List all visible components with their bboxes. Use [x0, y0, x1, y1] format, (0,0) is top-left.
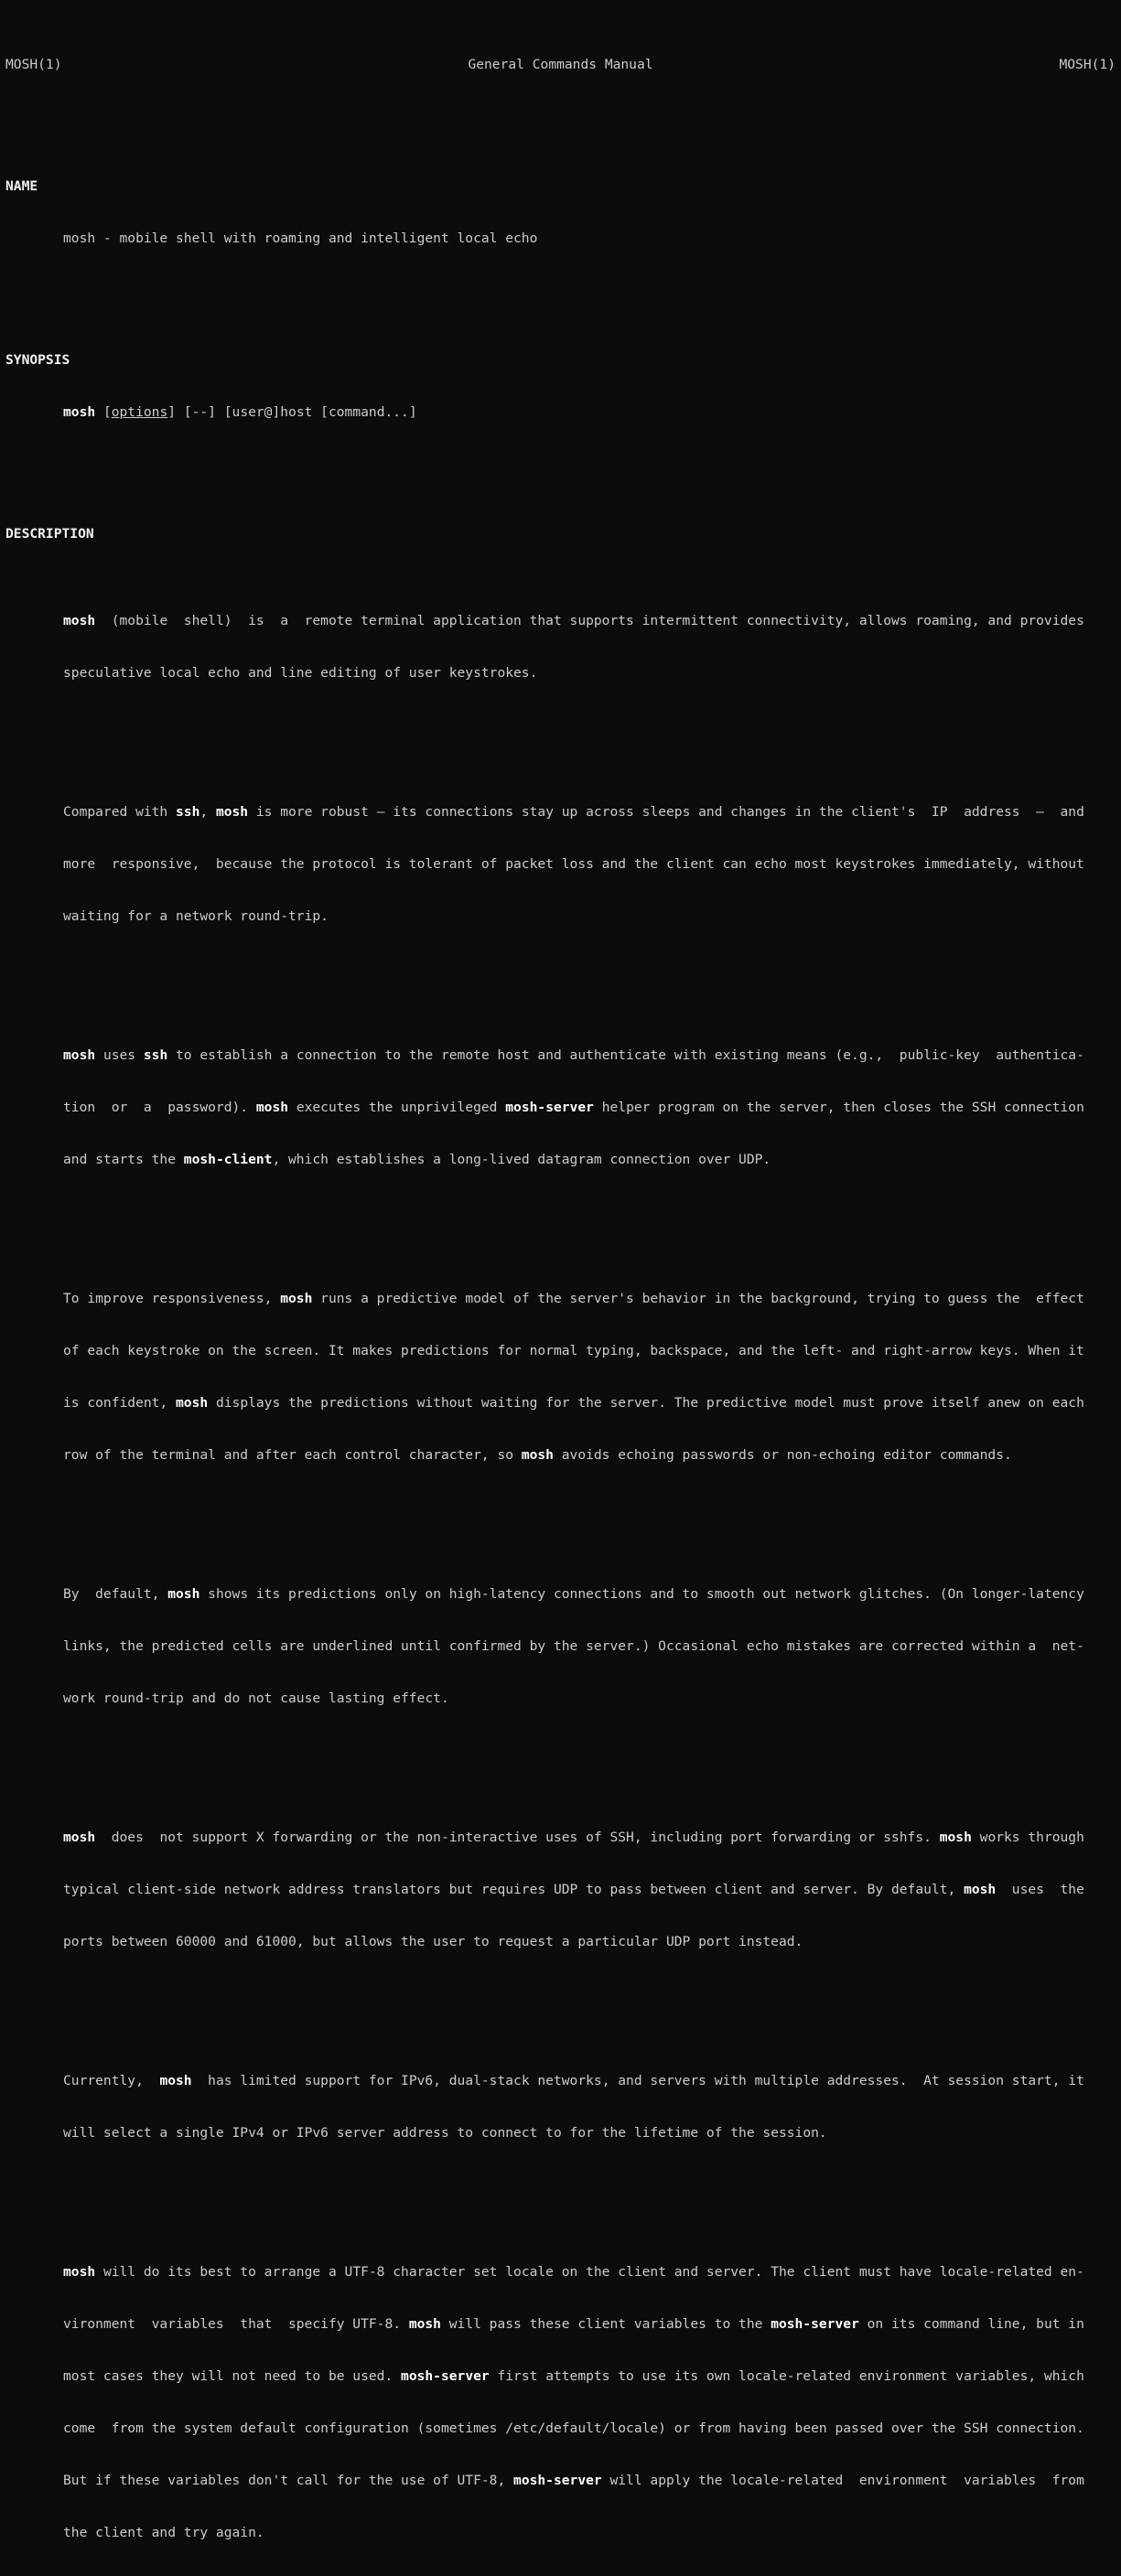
- synopsis-heading: SYNOPSIS: [5, 352, 70, 368]
- header-center: General Commands Manual: [468, 57, 653, 72]
- name-heading: NAME: [5, 178, 38, 194]
- desc-p7-line2: will select a single IPv4 or IPv6 server address to connect to for the lifetime of the session.: [63, 2125, 827, 2141]
- desc-p4-line2: of each keystroke on the screen. It makes predictions for normal typing, backspace, and the left- and right-arrow keys. When it: [63, 1343, 1084, 1358]
- desc-p3-line1: mosh uses ssh to establish a connection to the remote host and authenticate with existing means (e.g., public-key authentica-: [63, 1047, 1084, 1063]
- description-heading: DESCRIPTION: [5, 526, 94, 542]
- desc-p2-line3: waiting for a network round-trip.: [63, 908, 329, 924]
- man-page-header: [5, 56, 1116, 73]
- synopsis-command: mosh: [63, 404, 96, 420]
- synopsis-options: options: [111, 404, 168, 420]
- desc-p2-line1: Compared with ssh, mosh is more robust — its connections stay up across sleeps and changes in the client's IP address — and: [63, 804, 1084, 820]
- desc-p3-line2: tion or a password). mosh executes the unprivileged mosh-server helper program on the server, then closes the SSH connection: [63, 1100, 1084, 1115]
- desc-p4-line4: row of the terminal and after each control character, so mosh avoids echoing passwords or non-echoing editor commands.: [63, 1447, 1012, 1463]
- desc-p1-line1: mosh (mobile shell) is a remote terminal application that supports intermittent connectivity, allows roaming, and provides: [63, 613, 1084, 628]
- desc-p7-line1: Currently, mosh has limited support for IPv6, dual-stack networks, and servers with multiple addresses. At session start, it: [63, 2073, 1084, 2088]
- synopsis-rest: ] [--] [user@]host [command...]: [167, 404, 417, 420]
- name-text: mosh - mobile shell with roaming and intelligent local echo: [63, 231, 538, 246]
- header-right: MOSH(1): [1059, 57, 1116, 72]
- synopsis-text: mosh [options] [--] [user@]host [command...]: [63, 404, 417, 420]
- desc-p6-line1: mosh does not support X forwarding or the non-interactive uses of SSH, including port forwarding or sshfs. mosh works through: [63, 1830, 1084, 1845]
- desc-p5-line1: By default, mosh shows its predictions only on high-latency connections and to smooth out network glitches. (On longer-latency: [63, 1586, 1084, 1602]
- desc-p3-line3: and starts the mosh-client, which establishes a long-lived datagram connection over UDP.: [63, 1152, 771, 1167]
- desc-p8-line5: But if these variables don't call for the use of UTF-8, mosh-server will apply the locale-related environment variables from: [63, 2473, 1084, 2488]
- desc-p8-line3: most cases they will not need to be used. mosh-server first attempts to use its own locale-related environment variables, which: [63, 2368, 1084, 2384]
- desc-p6-line2: typical client-side network address translators but requires UDP to pass between client and server. By default, mosh uses the: [63, 1882, 1084, 1897]
- header-left: MOSH(1): [5, 57, 62, 72]
- desc-p4-line3: is confident, mosh displays the predictions without waiting for the server. The predictive model must prove itself anew on each: [63, 1395, 1084, 1411]
- desc-p8-line1: mosh will do its best to arrange a UTF-8 character set locale on the client and server. The client must have locale-related en-: [63, 2264, 1084, 2280]
- desc-p8-line2: vironment variables that specify UTF-8. mosh will pass these client variables to the mosh-server on its command line, but in: [63, 2316, 1084, 2332]
- desc-p2-line2: more responsive, because the protocol is tolerant of packet loss and the client can echo most keystrokes immediately, without: [63, 856, 1084, 872]
- desc-p5-line3: work round-trip and do not cause lasting effect.: [63, 1690, 449, 1706]
- desc-p5-line2: links, the predicted cells are underlined until confirmed by the server.) Occasional echo mistakes are corrected within a net-: [63, 1638, 1084, 1654]
- desc-p8-line4: come from the system default configuration (sometimes /etc/default/locale) or from having been passed over the SSH connection.: [63, 2420, 1084, 2436]
- desc-p4-line1: To improve responsiveness, mosh runs a predictive model of the server's behavior in the background, trying to guess the effect: [63, 1291, 1084, 1306]
- desc-p1-line2: speculative local echo and line editing of user keystrokes.: [63, 665, 538, 681]
- desc-p6-line3: ports between 60000 and 61000, but allows the user to request a particular UDP port instead.: [63, 1934, 803, 1949]
- desc-p8-line6: the client and try again.: [63, 2525, 264, 2540]
